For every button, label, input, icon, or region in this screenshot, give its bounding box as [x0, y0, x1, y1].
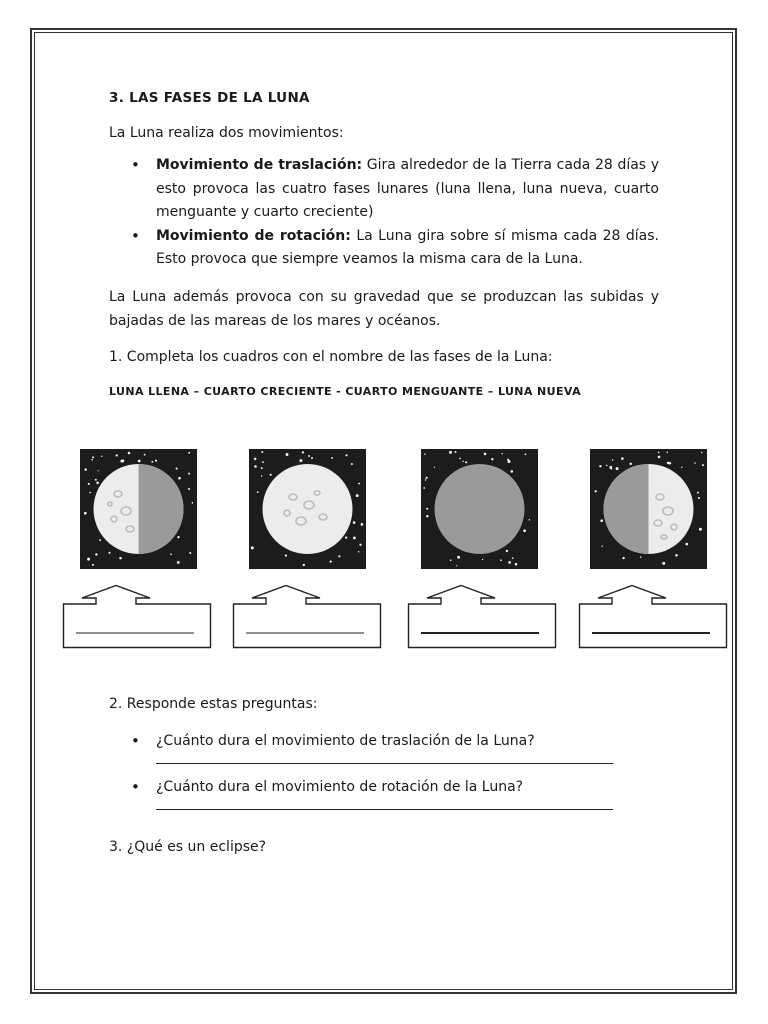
star	[450, 559, 452, 561]
star	[128, 452, 131, 455]
star	[353, 536, 356, 539]
star	[510, 470, 513, 473]
star	[251, 546, 254, 549]
star	[122, 459, 125, 462]
star	[529, 519, 530, 520]
star	[192, 502, 194, 504]
star	[87, 558, 90, 561]
star	[358, 551, 360, 553]
star	[675, 554, 678, 557]
star	[701, 452, 702, 453]
word-bank: LUNA LLENA – CUARTO CRECIENTE - CUARTO MENGUANTE – LUNA NUEVA	[109, 385, 581, 398]
answer-box-1[interactable]	[62, 584, 212, 650]
star	[697, 492, 699, 494]
star	[311, 457, 313, 459]
star	[99, 539, 101, 541]
star	[88, 483, 90, 485]
star	[303, 564, 305, 566]
star	[262, 461, 264, 463]
star	[84, 468, 86, 470]
star	[424, 453, 426, 455]
star	[261, 475, 262, 476]
star	[426, 508, 428, 510]
rotacion-label: Movimiento de rotación:	[156, 227, 351, 244]
star	[361, 523, 364, 526]
star	[189, 552, 191, 554]
star	[667, 452, 669, 454]
rotacion-text: La Luna gira sobre sí misma cada 28 días. Esto provoca que siempre veamos la misma cara de la Luna.	[156, 227, 660, 267]
star	[302, 451, 304, 453]
exercise2-prompt: 2. Responde estas preguntas:	[109, 696, 318, 712]
answer-line[interactable]	[156, 763, 613, 764]
star	[425, 479, 426, 480]
star	[658, 452, 660, 454]
star	[423, 487, 425, 489]
star	[170, 553, 172, 555]
star	[500, 559, 502, 561]
star	[177, 561, 180, 564]
star	[116, 454, 118, 456]
star	[359, 544, 361, 546]
star	[506, 550, 508, 552]
star	[91, 459, 93, 461]
star	[338, 555, 340, 557]
moon-new-icon	[421, 449, 538, 569]
star	[151, 461, 153, 463]
star	[96, 482, 99, 485]
list-item-traslacion	[109, 154, 659, 225]
star	[523, 529, 526, 532]
star	[600, 519, 603, 522]
traslacion-label: Movimiento de traslación:	[156, 157, 363, 173]
star	[351, 463, 353, 465]
moon-half-dark-right-icon	[80, 449, 197, 569]
star	[254, 458, 257, 461]
star	[491, 458, 493, 460]
star	[616, 467, 619, 470]
star	[454, 451, 456, 453]
star	[465, 461, 467, 463]
star	[512, 557, 514, 559]
star	[119, 557, 122, 560]
star	[425, 477, 427, 479]
star	[108, 552, 110, 554]
star	[358, 483, 360, 485]
star	[286, 453, 289, 456]
star	[606, 465, 608, 467]
star	[508, 561, 511, 564]
star	[658, 456, 661, 459]
star	[459, 458, 461, 460]
star	[621, 457, 624, 460]
star	[426, 515, 428, 517]
intro-text: La Luna realiza dos movimientos:	[109, 125, 344, 141]
star	[449, 451, 452, 454]
star	[595, 490, 597, 492]
star	[612, 459, 614, 461]
star	[525, 453, 527, 455]
star	[188, 452, 190, 454]
star	[155, 460, 157, 462]
star	[640, 556, 642, 558]
star	[89, 492, 91, 494]
star	[98, 470, 99, 471]
star	[456, 565, 457, 566]
star	[609, 467, 611, 469]
star	[92, 456, 94, 458]
star	[144, 454, 146, 456]
star	[462, 461, 463, 462]
star	[188, 488, 190, 490]
star	[177, 536, 179, 538]
star	[699, 528, 702, 531]
star	[669, 462, 672, 465]
star	[331, 457, 333, 459]
answer-box-3[interactable]	[407, 584, 557, 650]
star	[345, 454, 347, 456]
star	[685, 543, 688, 546]
star	[356, 494, 359, 497]
star	[95, 479, 97, 481]
star	[508, 460, 511, 463]
star	[698, 497, 700, 499]
star	[662, 562, 665, 565]
star	[285, 554, 287, 556]
star	[308, 455, 310, 457]
star	[261, 451, 263, 453]
star	[484, 453, 487, 456]
moon-half-dark-left-icon	[590, 449, 707, 569]
traslacion-text: Gira alrededor de la Tierra cada 28 días y esto provoca las cuatro fases lunares (luna llena, luna nueva, cuarto menguante y cuarto creciente)	[156, 157, 659, 220]
star	[95, 553, 97, 555]
star	[178, 477, 181, 480]
movements-list	[109, 154, 659, 272]
star	[501, 453, 502, 454]
answer-box-2[interactable]	[232, 584, 382, 650]
star	[101, 456, 102, 457]
star	[270, 474, 272, 476]
question-text: ¿Cuánto dura el movimiento de rotación de la Luna?	[156, 779, 524, 795]
section-title: 3. LAS FASES DE LA LUNA	[109, 90, 310, 106]
answer-line[interactable]	[156, 809, 613, 810]
star	[434, 467, 435, 468]
star	[345, 536, 347, 538]
questions-list	[109, 729, 629, 821]
star	[681, 467, 682, 468]
star	[138, 460, 141, 463]
star	[330, 560, 332, 562]
star	[92, 564, 94, 566]
star	[353, 521, 356, 524]
star	[261, 467, 263, 469]
star	[457, 556, 460, 559]
question-text: ¿Cuánto dura el movimiento de traslación de la Luna?	[156, 733, 535, 749]
star	[602, 546, 603, 547]
star	[254, 465, 257, 468]
star	[257, 491, 259, 493]
answer-box-4[interactable]	[578, 584, 728, 650]
star	[629, 463, 631, 465]
star	[694, 462, 696, 464]
tides-paragraph: La Luna además provoca con su gravedad que se produzcan las subidas y bajadas de las mareas de los mares y océanos.	[109, 289, 659, 329]
star	[622, 557, 624, 559]
star	[702, 464, 704, 466]
star	[515, 563, 518, 566]
star	[188, 473, 190, 475]
list-item-rotacion	[109, 225, 659, 272]
star	[599, 465, 601, 467]
star	[84, 512, 87, 515]
star	[299, 459, 302, 462]
question-item	[109, 775, 629, 821]
exercise3-prompt: 3. ¿Qué es un eclipse?	[109, 839, 267, 855]
question-item	[109, 729, 629, 775]
moon-full-icon	[249, 449, 366, 569]
star	[482, 559, 483, 560]
exercise1-prompt: 1. Completa los cuadros con el nombre de las fases de la Luna:	[109, 349, 553, 365]
star	[176, 468, 178, 470]
